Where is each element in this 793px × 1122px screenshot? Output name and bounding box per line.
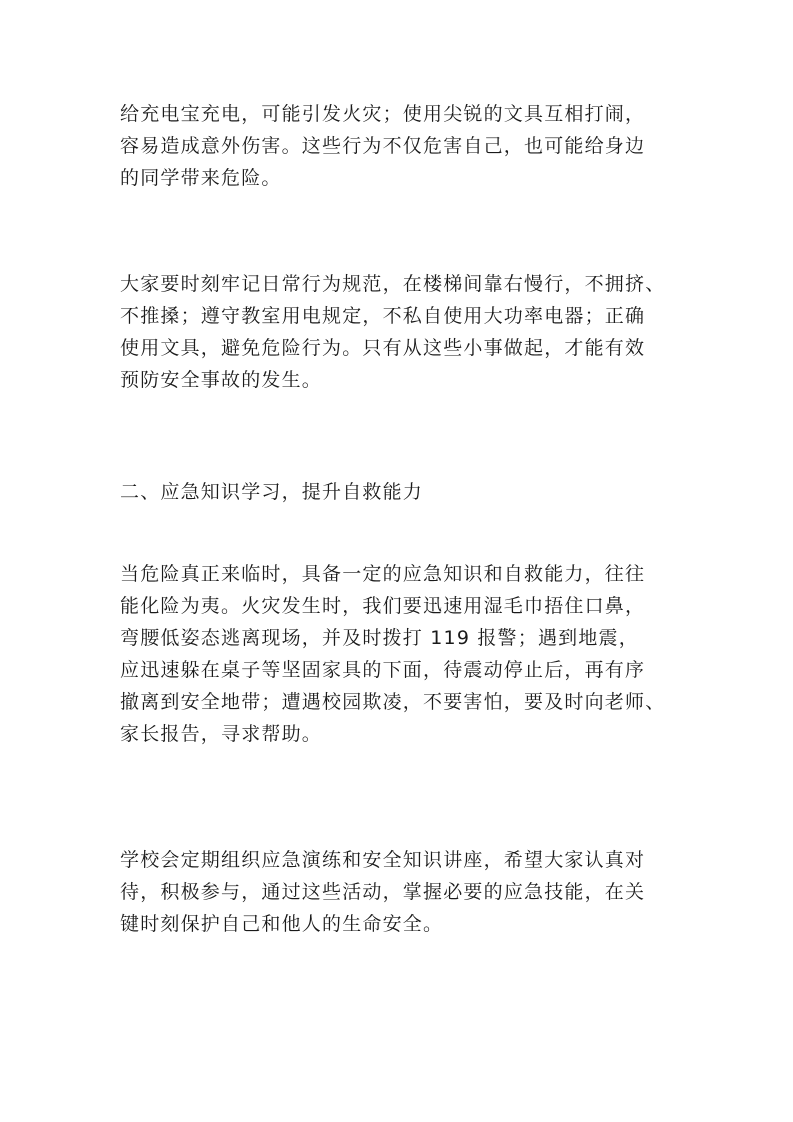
text-line: 能化险为夷。火灾发生时，我们要迅速用湿毛巾捂住口鼻， [120, 595, 646, 617]
text-line: 应迅速躲在桌子等坚固家具的下面，待震动停止后，再有序 [120, 659, 646, 681]
text-line: 待，积极参与，通过这些活动，掌握必要的应急技能，在关 [120, 881, 646, 903]
text-line: 家长报告，寻求帮助。 [120, 723, 323, 745]
text-line: 撤离到安全地带；遭遇校园欺凌，不要害怕，要及时向老师、 [120, 691, 666, 713]
text-line: 不推搡；遵守教室用电规定，不私自使用大功率电器；正确 [120, 305, 646, 327]
text-line: 大家要时刻牢记日常行为规范，在楼梯间靠右慢行，不拥挤、 [120, 273, 666, 295]
paragraph-emergency-knowledge [120, 558, 676, 750]
text-line: 的同学带来危险。 [120, 167, 282, 189]
text-line: 给充电宝充电，可能引发火灾；使用尖锐的文具互相打闹， [120, 103, 646, 125]
paragraph-drills [120, 844, 676, 940]
text-line: 预防安全事故的发生。 [120, 369, 323, 391]
text-line: 当危险真正来临时，具备一定的应急知识和自救能力，往往 [120, 563, 646, 585]
text-line: 键时刻保护自己和他人的生命安全。 [120, 913, 444, 935]
text-line: 弯腰低姿态逃离现场，并及时拨打 119 报警；遇到地震， [120, 627, 639, 649]
section-heading [120, 476, 676, 508]
text-line: 学校会定期组织应急演练和安全知识讲座，希望大家认真对 [120, 849, 646, 871]
text-line: 容易造成意外伤害。这些行为不仅危害自己，也可能给身边 [120, 135, 646, 157]
text-line: 使用文具，避免危险行为。只有从这些小事做起，才能有效 [120, 337, 646, 359]
heading-text: 二、应急知识学习，提升自救能力 [120, 481, 424, 503]
paragraph-charging-hazards [120, 98, 676, 194]
paragraph-behavior-rules [120, 268, 676, 396]
